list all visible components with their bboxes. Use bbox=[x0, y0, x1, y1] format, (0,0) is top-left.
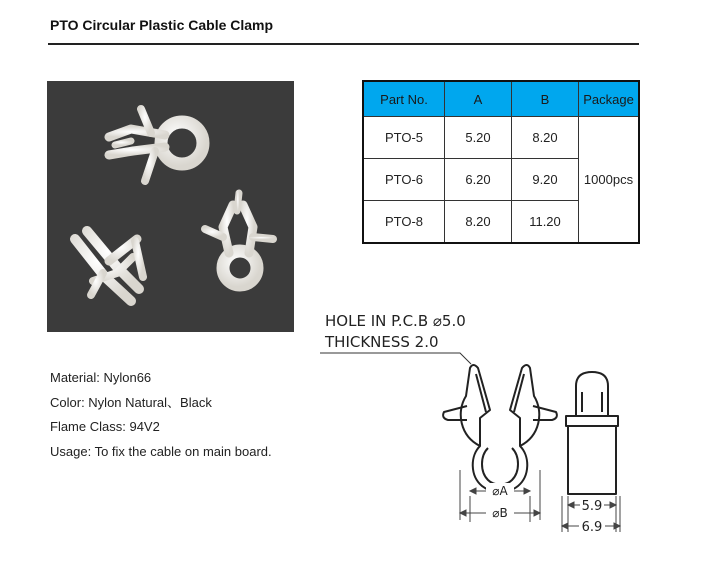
technical-drawing bbox=[320, 300, 630, 540]
title-divider bbox=[48, 43, 639, 45]
cell-a: 6.20 bbox=[445, 159, 512, 201]
table-row bbox=[363, 117, 639, 159]
spec-material: Material: Nylon66 bbox=[50, 370, 152, 385]
col-header-b: B bbox=[512, 81, 579, 117]
cell-part: PTO-8 bbox=[363, 201, 445, 244]
col-header-package: Package bbox=[579, 81, 640, 117]
clamp-right bbox=[205, 193, 273, 285]
cell-a: 8.20 bbox=[445, 201, 512, 244]
spec-usage: Usage: To fix the cable on main board. bbox=[50, 443, 272, 459]
dim-69-label: 6.9 bbox=[581, 520, 603, 535]
col-header-part-no: Part No. bbox=[363, 81, 445, 117]
cell-b: 11.20 bbox=[512, 201, 579, 244]
clamp-side-view bbox=[566, 372, 618, 494]
cell-package: 1000pcs bbox=[579, 117, 640, 244]
clamp-top bbox=[109, 109, 203, 181]
hole-label: HOLE IN P.C.B ⌀5.0 bbox=[325, 312, 466, 330]
clamp-left bbox=[75, 231, 143, 301]
dim-59-label: 5.9 bbox=[581, 499, 603, 514]
cell-b: 8.20 bbox=[512, 117, 579, 159]
spec-flame-class: Flame Class: 94V2 bbox=[50, 419, 160, 434]
spec-table bbox=[362, 80, 640, 244]
cell-a: 5.20 bbox=[445, 117, 512, 159]
product-photo bbox=[47, 81, 294, 332]
cell-part: PTO-6 bbox=[363, 159, 445, 201]
product-photo-clamps bbox=[47, 81, 294, 332]
cell-part: PTO-5 bbox=[363, 117, 445, 159]
col-header-a: A bbox=[445, 81, 512, 117]
dim-a-label: ⌀A bbox=[492, 484, 508, 498]
cell-b: 9.20 bbox=[512, 159, 579, 201]
thickness-label: THICKNESS 2.0 bbox=[325, 333, 439, 351]
page-title: PTO Circular Plastic Cable Clamp bbox=[50, 17, 274, 33]
dim-b-label: ⌀B bbox=[492, 506, 508, 520]
leader-line bbox=[320, 353, 471, 364]
spec-table-header-row bbox=[363, 81, 639, 117]
spec-color: Color: Nylon Natural、Black bbox=[50, 394, 212, 410]
spec-list bbox=[50, 366, 272, 464]
